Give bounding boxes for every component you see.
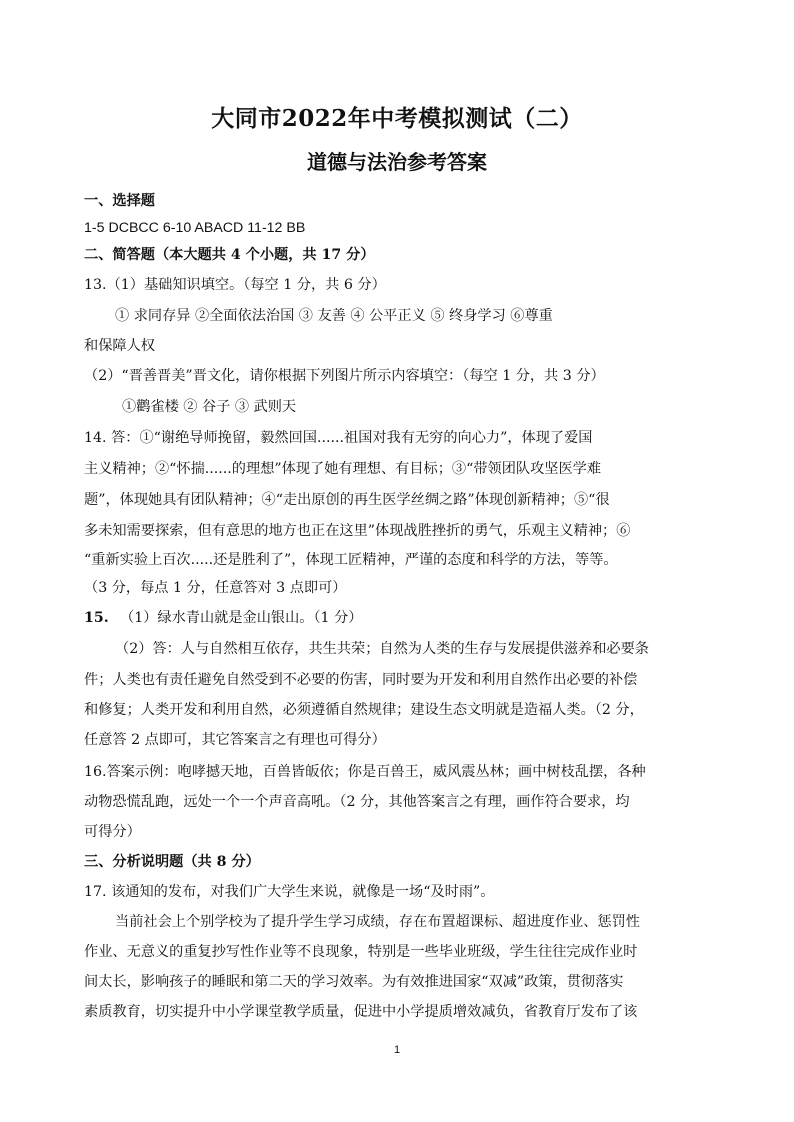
q15-part2-line4: 任意答 2 点即可，其它答案言之有理也可得分） — [84, 732, 386, 748]
page-number: 1 — [393, 1044, 401, 1056]
q13-answers-cont: 和保障人权 — [84, 338, 155, 354]
q15-part2-line3: 和修复；人类开发和利用自然，必须遵循自然规律；建设生态文明就是造福人类。（2 分， — [84, 702, 644, 718]
q14-line2: 主义精神；②“怀揣......的理想”体现了她有理想、有目标；③“带领团队攻坚医学难 — [84, 461, 602, 477]
q14-line4: 多未知需要探索，但有意思的地方也正在这里”体现战胜挫折的勇气，乐观主义精神；⑥ — [84, 523, 631, 539]
page-title: 大同市2022年中考模拟测试（二） — [211, 105, 583, 132]
q14-line1: 14. 答：①“谢绝导师挽留，毅然回国......祖国对我有无穷的向心力”，体现了爱国 — [84, 430, 593, 446]
q17-line5: 素质教育，切实提升中小学课堂教学质量，促进中小学提质增效减负，省教育厅发布了该 — [84, 1004, 638, 1020]
q14-line3: 题”，体现她具有团队精神；④“走出原创的再生医学丝绸之路”体现创新精神；⑤“很 — [84, 492, 610, 508]
q13-part2-answers: ①鹳雀楼 ② 谷子 ③ 武则天 — [122, 399, 297, 415]
q13-answers: ① 求同存异 ②全面依法治国 ③ 友善 ④ 公平正义 ⑤ 终身学习 ⑥尊重 — [115, 308, 553, 324]
q15-part2-line2: 件；人类也有责任避免自然受到不必要的伤害，同时要为开发和利用自然作出必要的补偿 — [84, 672, 638, 688]
q17-line2: 当前社会上个别学校为了提升学生学习成绩，存在布置超课标、超进度作业、惩罚性 — [115, 914, 640, 930]
q13-part1: 13.（1）基础知识填空。（每空 1 分，共 6 分） — [84, 277, 386, 293]
q15-part1: （1）绿水青山就是金山银山。（1 分） — [120, 610, 363, 626]
page-subtitle: 道德与法治参考答案 — [307, 150, 487, 174]
q13-part2: （2）“晋善晋美”晋文化，请你根据下列图片所示内容填空：（每空 1 分，共 3 分） — [84, 368, 605, 384]
q15-part2-line1: （2）答：人与自然相互依存，共生共荣；自然为人类的生存与发展提供滋养和必要条 — [115, 641, 649, 657]
choice-answers: 1-5 DCBCC 6-10 ABACD 11-12 BB — [84, 220, 306, 236]
q16-line1: 16.答案示例：咆哮撼天地，百兽皆皈依；你是百兽王，威风震丛林；画中树枝乱摆，各种 — [84, 764, 646, 780]
q16-line2: 动物恐慌乱跑，远处一个一个声音高吼。（2 分，其他答案言之有理，画作符合要求，均 — [84, 794, 630, 810]
q14-line5: “重新实验上百次.....还是胜利了”，体现工匠精神，严谨的态度和科学的方法，等等。 — [84, 552, 618, 568]
q17-line4: 间太长，影响孩子的睡眠和第二天的学习效率。为有效推进国家“双减”政策，贯彻落实 — [84, 974, 624, 990]
q14-scoring: （3 分，每点 1 分，任意答对 3 点即可） — [84, 580, 347, 596]
section-heading-short-answer: 二、简答题（本大题共 4 个小题，共 17 分） — [84, 247, 375, 263]
q15-number: 15. — [84, 610, 109, 626]
section-heading-analysis: 三、分析说明题（共 8 分） — [84, 854, 260, 870]
section-heading-choice: 一、选择题 — [84, 193, 155, 209]
q16-line3: 可得分） — [84, 824, 141, 840]
q17-line3: 作业、无意义的重复抄写性作业等不良现象，特别是一些毕业班级，学生往往完成作业时 — [84, 944, 638, 960]
q17-line1: 17. 该通知的发布，对我们广大学生来说，就像是一场“及时雨”。 — [84, 884, 495, 900]
